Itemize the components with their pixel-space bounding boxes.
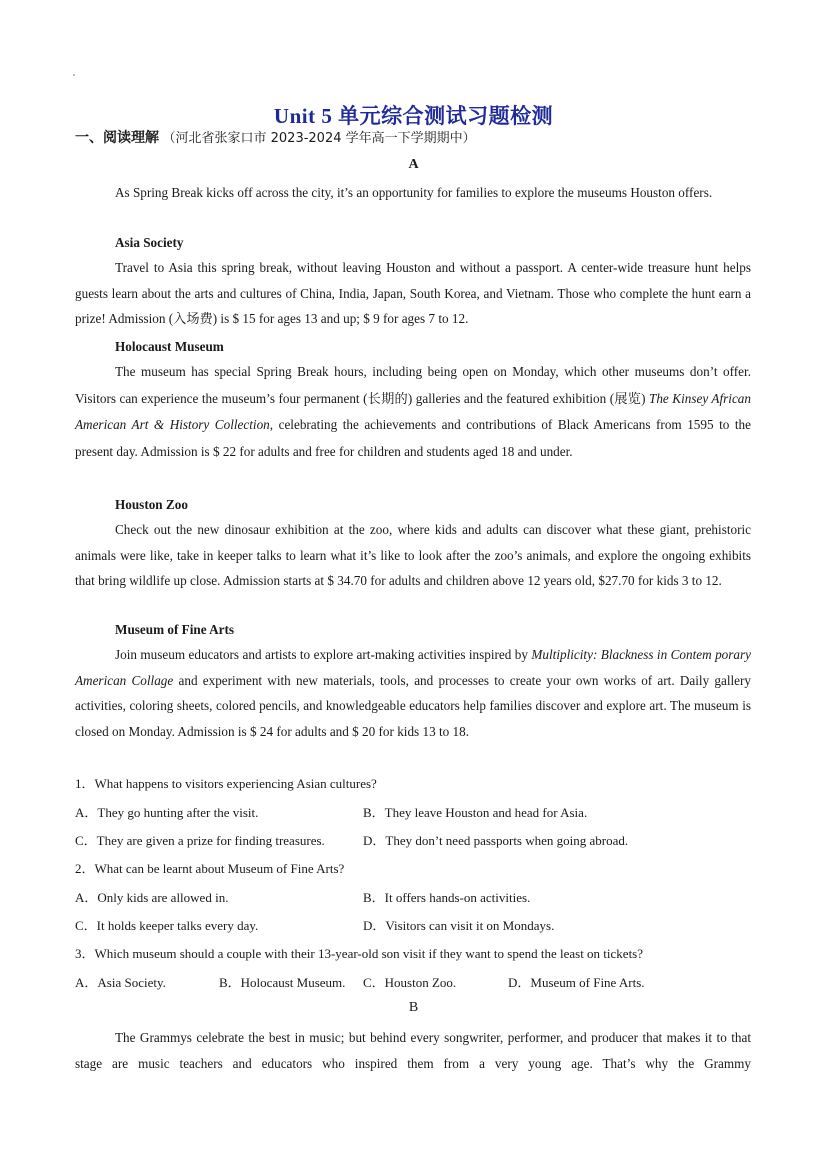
passage-a-intro <box>75 180 751 206</box>
question-2-option-a: A．Only kids are allowed in. <box>75 890 229 905</box>
holocaust-text-before: The museum has special Spring Break hours, including being open on Monday, which other museums don’t offer. Visitors can experience the museum’s four permanent (长期的) galleries and the featured exhibition (展览) <box>75 364 751 406</box>
question-1-option-b: B．They leave Houston and head for Asia. <box>363 805 588 820</box>
question-2-option-b: B．It offers hands-on activities. <box>363 890 531 905</box>
houston-zoo-paragraph: Check out the new dinosaur exhibition at the zoo, where kids and adults can discover what these giant, prehistoric animals were like, take in keeper talks to learn what it’s like to look after the zoo’s animals, and explore the ongoing exhibits that bring wildlife up close. Admission starts at $ 34.70 for adults and children above 12 years old, $27.70 for kids 3 to 12. <box>75 522 751 588</box>
question-1-option-a: A．They go hunting after the visit. <box>75 805 259 820</box>
holocaust-text-after: , celebrating the achievements and contributions of Black Americans from 1595 to the present day. Admission is $ 22 for adults and free for children and students aged 18 and under. <box>75 417 751 459</box>
question-1-option-c: C．They are given a prize for finding treasures. <box>75 833 325 848</box>
intro-paragraph: As Spring Break kicks off across the city, it’s an opportunity for families to explore the museums Houston offers. <box>115 185 713 200</box>
question-2-stem: 2．What can be learnt about Museum of Fine Arts? <box>75 861 345 876</box>
fine-arts-text-after: and experiment with new materials, tools, and processes to create your own works of art. Daily gallery activities, coloring sheets, colored pencils, and knowledgeable educators help families discover and explore art. The museum is closed on Monday. Admission is $ 24 for adults and $ 20 for kids 13 to 18. <box>75 672 752 739</box>
section-number: 一、阅读理解 <box>75 131 159 146</box>
page-mark <box>73 74 75 76</box>
passage-b-paragraph: The Grammys celebrate the best in music; but behind every songwriter, performer, and producer that makes it to that stage are music teachers and educators who inspired them from a very young age. That’s why the Grammy <box>75 1030 751 1071</box>
heading-fine-arts: Museum of Fine Arts <box>115 622 235 637</box>
question-3-stem: 3．Which museum should a couple with their 13-year-old son visit if they want to spend the least on tickets? <box>75 946 644 961</box>
section-heading <box>75 127 476 147</box>
heading-holocaust-museum: Holocaust Museum <box>115 339 224 354</box>
heading-houston-zoo: Houston Zoo <box>115 497 188 512</box>
section-source: （河北省张家口市 2023-2024 学年高一下学期期中） <box>162 131 476 146</box>
question-1-option-d: D．They don’t need passports when going abroad. <box>363 833 629 848</box>
fine-arts-text-before: Join museum educators and artists to explore art-making activities inspired by <box>115 647 532 662</box>
question-3-option-c: C．Houston Zoo. <box>363 975 457 990</box>
passage-b-letter: B <box>408 1000 419 1015</box>
holocaust-museum-text <box>75 359 751 465</box>
asia-society-text <box>75 255 751 332</box>
question-3-option-d: D．Museum of Fine Arts. <box>508 975 645 990</box>
fine-arts-exhibition-title: Multiplicity: Blackness in Contem porary American Collage <box>75 647 751 688</box>
houston-zoo-text <box>75 517 751 594</box>
question-3-option-b: B．Holocaust Museum. <box>219 975 346 990</box>
fine-arts-paragraph <box>75 642 751 744</box>
question-1-stem: 1．What happens to visitors experiencing Asian cultures? <box>75 776 377 791</box>
fine-arts-text <box>75 642 751 744</box>
heading-asia-society: Asia Society <box>115 235 184 250</box>
holocaust-exhibition-title: The Kinsey African American Art & History Collection <box>75 390 751 432</box>
document-title: Unit 5 单元综合测试习题检测 <box>273 104 554 128</box>
question-2-option-d: D．Visitors can visit it on Mondays. <box>363 918 555 933</box>
asia-society-paragraph: Travel to Asia this spring break, without leaving Houston and without a passport. A center-wide treasure hunt helps guests learn about the arts and cultures of China, India, Japan, South Korea, and Vietnam. Those who complete the hunt earn a prize! Admission (入场费) is $ 15 for ages 13 and up; $ 9 for ages 7 to 12. <box>75 260 751 326</box>
question-2-option-c: C．It holds keeper talks every day. <box>75 918 259 933</box>
passage-a-letter: A <box>408 157 419 172</box>
holocaust-museum-paragraph <box>75 359 751 465</box>
question-3-option-a: A．Asia Society. <box>75 975 166 990</box>
passage-b-text <box>75 1025 751 1076</box>
